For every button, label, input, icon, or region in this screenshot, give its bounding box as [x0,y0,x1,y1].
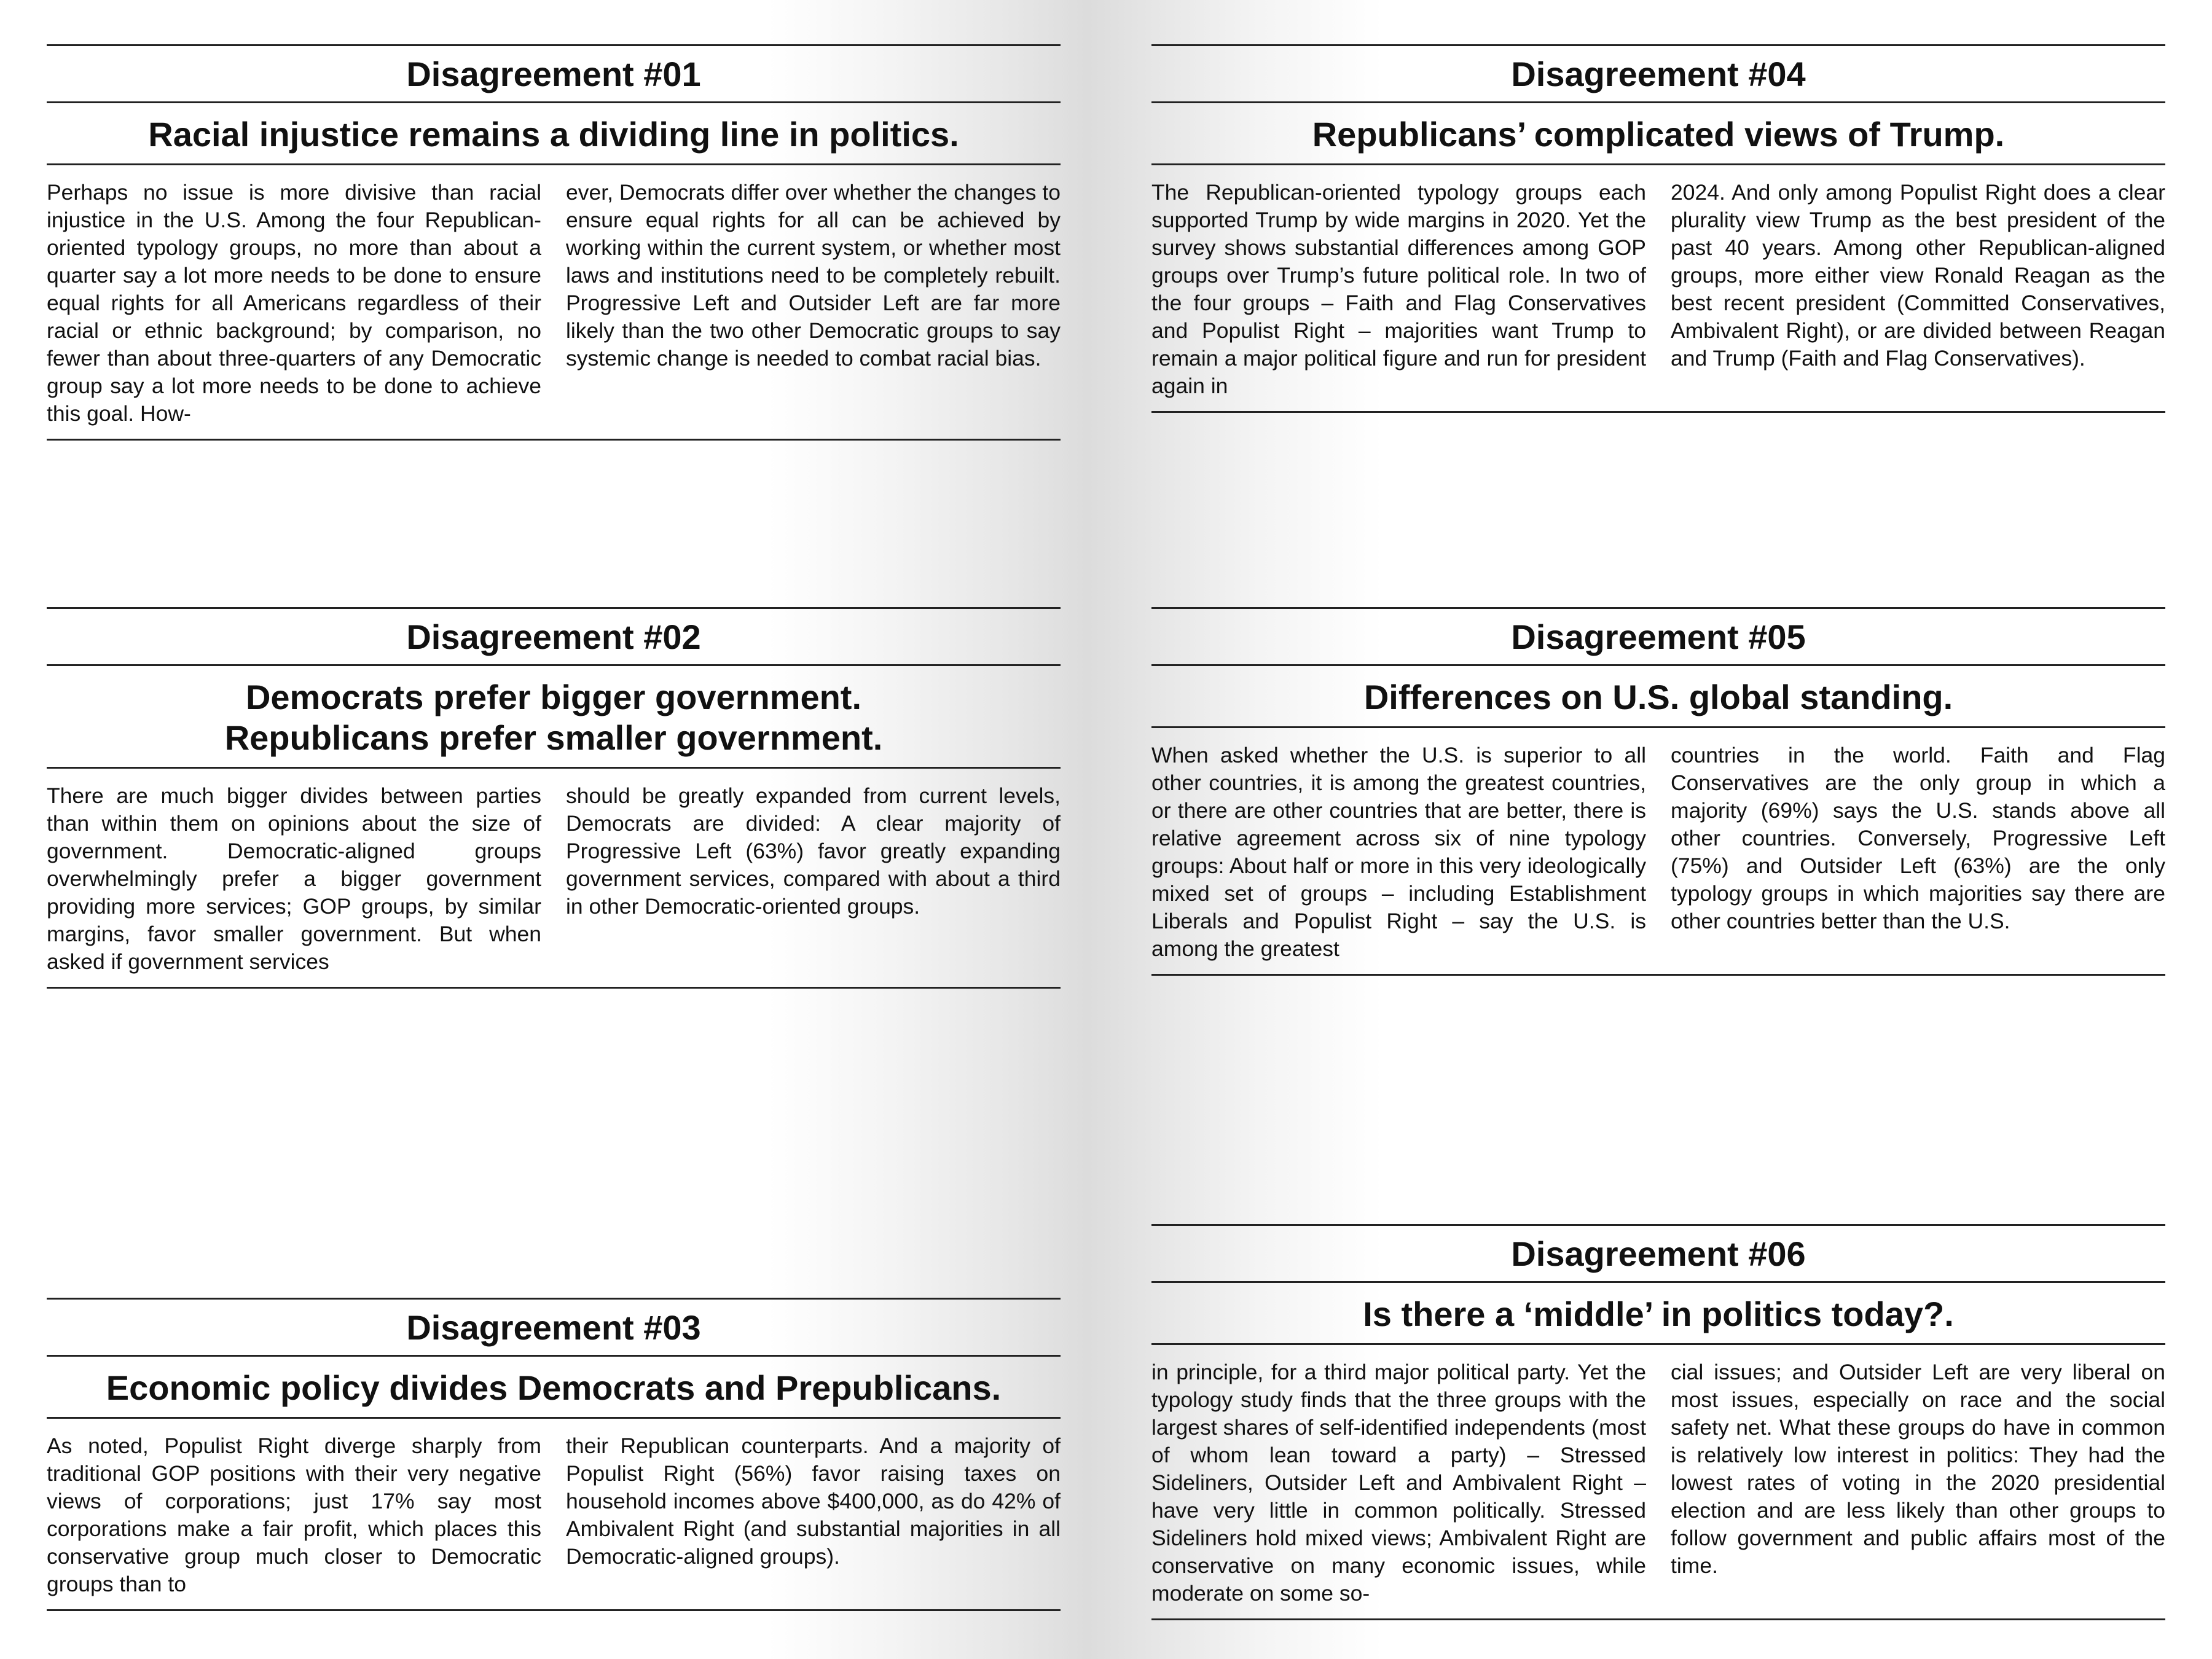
section-label: Disagreement #04 [1151,44,2165,103]
headline-line: Republicans’ complicated views of Trump. [1312,115,2005,154]
disagreement-06-section [1151,1224,2165,1620]
disagreement-03-section [47,1298,1061,1611]
body-column-2: countries in the world. Faith and Flag Conservatives are the only group in which a majority (69%) says the U.S. stands above all other countries. Conversely, Progressive Left (75%) and Outsider Left (63%) are the only typology groups in which majorities say there are other countries better than the U.S. [1671,743,2165,933]
body-column-1: There are much bigger divides between parties than within them on opinions about the size of government. Democratic-aligned groups overwhelmingly prefer a bigger government providing more services; GOP groups, by similar margins, favor smaller government. But when asked if government services [47,783,541,974]
section-headline [1151,666,2165,728]
body-column-2: 2024. And only among Populist Right does a clear plurality view Trump as the best president of the past 40 years. Among other Republican-aligned groups, more either view Ronald Reagan as the best recent president (Committed Conservatives, Ambivalent Right), or are divided between Reagan and Trump (Faith and Flag Conservatives). [1671,180,2165,371]
section-label: Disagreement #06 [1151,1224,2165,1283]
body-column-1: When asked whether the U.S. is superior to all other countries, it is among the greatest countries, or there are other countries that are better, there is relative agreement across six of nine typology groups: About half or more in this very ideologically mixed set of groups – including Establishment Liberals and Populist Right – say the U.S. is among the greatest [1151,743,1646,961]
section-body [1151,1345,2165,1620]
headline-line: Differences on U.S. global standing. [1363,678,1953,716]
disagreement-01-section [47,44,1061,441]
section-body [1151,165,2165,413]
section-headline [47,103,1061,165]
headline-line: Is there a ‘middle’ in politics today?. [1363,1295,1954,1333]
body-column-2: their Republican counterparts. And a majority of Populist Right (56%) favor raising taxes on household incomes above $400,000, as do 42% of Ambivalent Right (and substantial majorities in all Democratic-aligned groups). [566,1433,1061,1569]
section-headline [47,666,1061,769]
disagreement-02-section [47,607,1061,989]
body-column-2: should be greatly expanded from current levels, Democrats are divided: A clear majority of Progressive Left (63%) favor greatly expanding government services, compared with about a third in other Democratic-oriented groups. [566,783,1061,919]
headline-line: Economic policy divides Democrats and Prepublicans. [106,1368,1002,1407]
headline-line: Republicans prefer smaller government. [224,718,883,757]
section-headline [1151,1283,2165,1345]
body-column-2: cial issues; and Outsider Left are very liberal on most issues, especially on race and the social safety net. What these groups do have in common is relatively low interest in politics: They had the lowest rates of voting in the 2020 presidential election and are less likely than other groups to follow government and public affairs most of the time. [1671,1360,2165,1578]
body-column-1: in principle, for a third major political party. Yet the typology study finds that the three groups with the largest shares of self-identified independents (most of whom lean toward a party) – Stressed Sideliners, Outsider Left and Ambivalent Right – have very little in common politically. Stressed Sideliners hold mixed views; Ambivalent Right are conservative on many economic issues, while moderate on some so- [1151,1360,1646,1606]
section-body [1151,728,2165,976]
body-column-1: As noted, Populist Right diverge sharply from traditional GOP positions with their very negative views of corporations; just 17% say most corporations make a fair profit, which places this conservative group much closer to Democratic groups than to [47,1433,541,1596]
section-body [47,165,1061,441]
body-column-1: The Republican-oriented typology groups each supported Trump by wide margins in 2020. Yet the survey shows substantial differences among GOP groups over Trump’s future political role. In two of the four groups – Faith and Flag Conservatives and Populist Right – majorities want Trump to remain a major political figure and run for president again in [1151,180,1646,398]
section-label: Disagreement #03 [47,1298,1061,1357]
section-label: Disagreement #05 [1151,607,2165,666]
section-label: Disagreement #01 [47,44,1061,103]
section-body [47,769,1061,989]
headline-line: Democrats prefer bigger government. [245,678,862,716]
headline-line: Racial injustice remains a dividing line in politics. [148,115,959,154]
body-column-1: Perhaps no issue is more divisive than racial injustice in the U.S. Among the four Republican-oriented typology groups, no more than about a quarter say a lot more needs to be done to ensure equal rights for all Americans regardless of their racial or ethnic background; by comparison, no fewer than about three-quarters of any Democratic group say a lot more needs to be done to achieve this goal. How- [47,180,541,426]
disagreement-04-section [1151,44,2165,413]
section-body [47,1419,1061,1611]
section-headline [1151,103,2165,165]
section-label: Disagreement #02 [47,607,1061,666]
section-headline [47,1357,1061,1419]
disagreement-05-section [1151,607,2165,976]
body-column-2: ever, Democrats differ over whether the changes to ensure equal rights for all can be achieved by working within the current system, or whether most laws and institutions need to be completely rebuilt. Progressive Left and Outsider Left are far more likely than the two other Democratic groups to say systemic change is needed to combat racial bias. [566,180,1061,371]
